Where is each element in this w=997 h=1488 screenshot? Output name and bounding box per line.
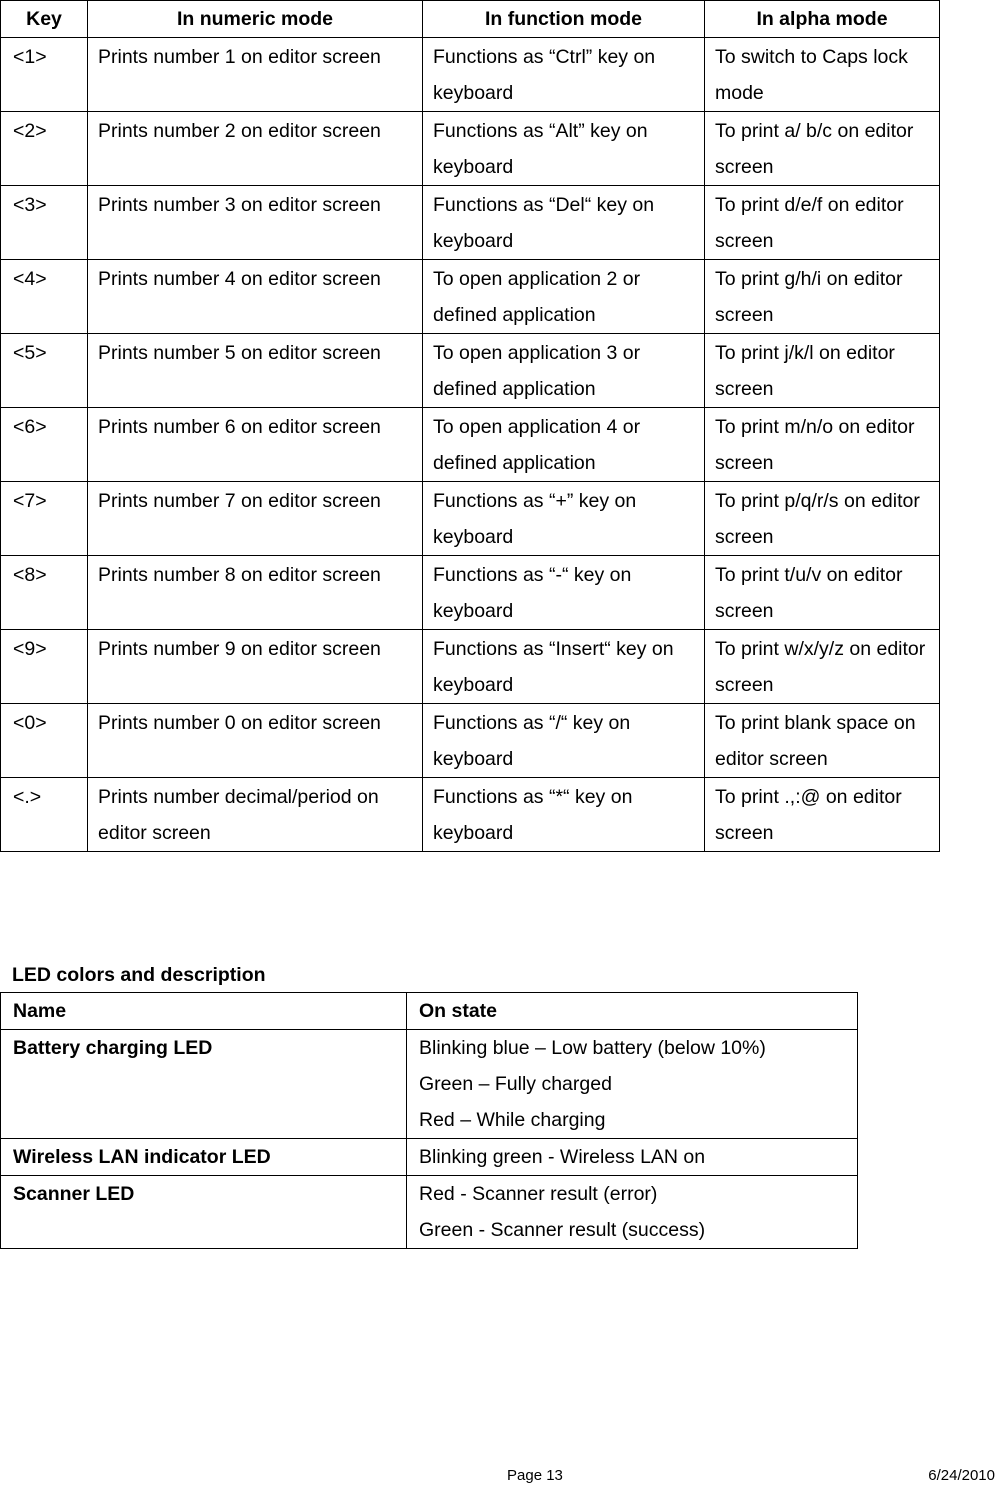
alpha-mode-cell: To print t/u/v on editor screen [705, 556, 940, 630]
function-mode-cell: Functions as “/“ key on keyboard [423, 704, 705, 778]
function-mode-cell: Functions as “+” key on keyboard [423, 482, 705, 556]
key-table-header-row [1, 1, 940, 38]
led-table-header-row [1, 993, 858, 1030]
function-mode-cell: To open application 3 or defined application [423, 334, 705, 408]
numeric-mode-cell: Prints number 5 on editor screen [88, 334, 423, 408]
page-number: Page 13 [507, 1467, 563, 1484]
header-name: Name [1, 993, 407, 1030]
table-row [1, 260, 940, 334]
key-cell: <1> [1, 38, 88, 112]
function-mode-cell: Functions as “Insert“ key on keyboard [423, 630, 705, 704]
table-row [1, 556, 940, 630]
numeric-mode-cell: Prints number 0 on editor screen [88, 704, 423, 778]
numeric-mode-cell: Prints number decimal/period on editor screen [88, 778, 423, 852]
alpha-mode-cell: To print w/x/y/z on editor screen [705, 630, 940, 704]
led-name-cell: Battery charging LED [1, 1030, 407, 1139]
alpha-mode-cell: To print m/n/o on editor screen [705, 408, 940, 482]
table-row [1, 704, 940, 778]
function-mode-cell: To open application 2 or defined application [423, 260, 705, 334]
table-row [1, 408, 940, 482]
header-on-state: On state [407, 993, 858, 1030]
key-cell: <7> [1, 482, 88, 556]
table-row [1, 630, 940, 704]
numeric-mode-cell: Prints number 2 on editor screen [88, 112, 423, 186]
led-state-line: Blinking blue – Low battery (below 10%) [419, 1037, 766, 1059]
numeric-mode-cell: Prints number 7 on editor screen [88, 482, 423, 556]
function-mode-cell: Functions as “Del“ key on keyboard [423, 186, 705, 260]
table-row [1, 334, 940, 408]
led-state-line: Red – While charging [419, 1109, 606, 1131]
function-mode-cell: Functions as “*“ key on keyboard [423, 778, 705, 852]
key-cell: <8> [1, 556, 88, 630]
table-row [1, 1176, 858, 1249]
numeric-mode-cell: Prints number 6 on editor screen [88, 408, 423, 482]
numeric-mode-cell: Prints number 3 on editor screen [88, 186, 423, 260]
led-state-cell [407, 1176, 858, 1249]
led-section-title: LED colors and description [12, 964, 266, 986]
alpha-mode-cell: To print a/ b/c on editor screen [705, 112, 940, 186]
led-state-line: Green - Scanner result (success) [419, 1219, 706, 1241]
key-cell: <6> [1, 408, 88, 482]
key-cell: <9> [1, 630, 88, 704]
alpha-mode-cell: To print j/k/l on editor screen [705, 334, 940, 408]
key-cell: <2> [1, 112, 88, 186]
key-cell: <.> [1, 778, 88, 852]
numeric-mode-cell: Prints number 1 on editor screen [88, 38, 423, 112]
numeric-mode-cell: Prints number 8 on editor screen [88, 556, 423, 630]
led-state-line: Red - Scanner result (error) [419, 1183, 658, 1205]
alpha-mode-cell: To print blank space on editor screen [705, 704, 940, 778]
key-cell: <3> [1, 186, 88, 260]
table-row [1, 112, 940, 186]
header-function-mode: In function mode [423, 1, 705, 38]
key-cell: <0> [1, 704, 88, 778]
numeric-mode-cell: Prints number 9 on editor screen [88, 630, 423, 704]
led-state-cell [407, 1139, 858, 1176]
led-state-line: Blinking green - Wireless LAN on [419, 1146, 706, 1168]
table-row [1, 778, 940, 852]
alpha-mode-cell: To print d/e/f on editor screen [705, 186, 940, 260]
alpha-mode-cell: To switch to Caps lock mode [705, 38, 940, 112]
alpha-mode-cell: To print .,:@ on editor screen [705, 778, 940, 852]
led-name-cell: Scanner LED [1, 1176, 407, 1249]
function-mode-cell: To open application 4 or defined application [423, 408, 705, 482]
header-key: Key [1, 1, 88, 38]
led-name-cell: Wireless LAN indicator LED [1, 1139, 407, 1176]
numeric-mode-cell: Prints number 4 on editor screen [88, 260, 423, 334]
alpha-mode-cell: To print p/q/r/s on editor screen [705, 482, 940, 556]
header-numeric-mode: In numeric mode [88, 1, 423, 38]
function-mode-cell: Functions as “Ctrl” key on keyboard [423, 38, 705, 112]
function-mode-cell: Functions as “-“ key on keyboard [423, 556, 705, 630]
table-row [1, 482, 940, 556]
footer-date: 6/24/2010 [928, 1467, 995, 1484]
function-mode-cell: Functions as “Alt” key on keyboard [423, 112, 705, 186]
table-row [1, 1139, 858, 1176]
table-row [1, 38, 940, 112]
table-row [1, 186, 940, 260]
led-table [0, 992, 858, 1249]
alpha-mode-cell: To print g/h/i on editor screen [705, 260, 940, 334]
table-row [1, 1030, 858, 1139]
key-cell: <5> [1, 334, 88, 408]
led-state-cell [407, 1030, 858, 1139]
key-cell: <4> [1, 260, 88, 334]
header-alpha-mode: In alpha mode [705, 1, 940, 38]
led-state-line: Green – Fully charged [419, 1073, 612, 1095]
